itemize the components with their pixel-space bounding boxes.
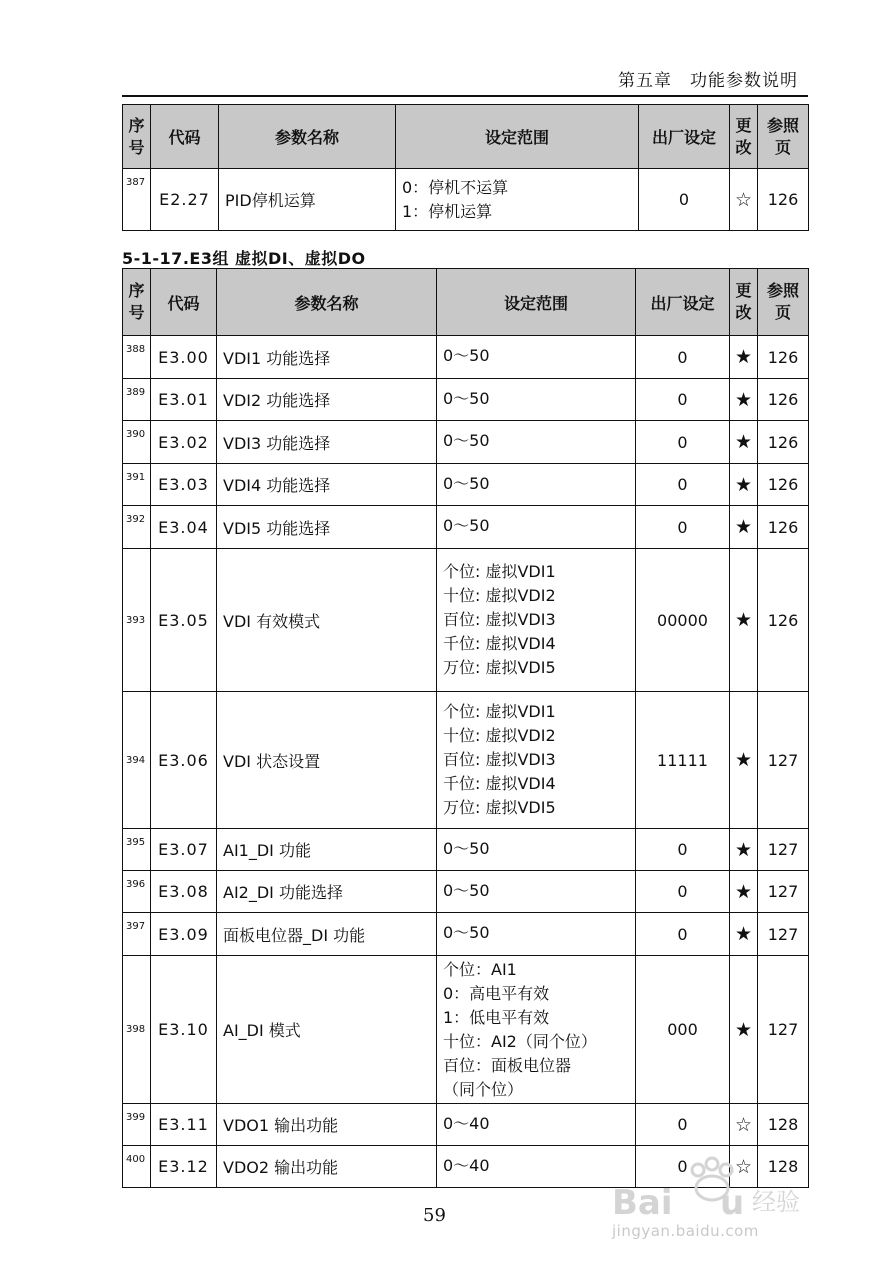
ref-page: 126 <box>758 379 809 421</box>
param-name: VDI1 功能选择 <box>217 336 437 379</box>
row-number: 397 <box>123 913 151 956</box>
row-number: 387 <box>123 169 151 231</box>
range-line: 十位: 虚拟VDI2 <box>443 726 556 745</box>
section-title: 5-1-17.E3组 虚拟DI、虚拟DO <box>122 249 366 268</box>
range-line: 百位: 虚拟VDI3 <box>443 750 556 769</box>
param-default: 0 <box>636 464 730 506</box>
range-line: 0～50 <box>443 516 490 535</box>
param-default: 0 <box>636 379 730 421</box>
table-row <box>123 549 809 692</box>
row-number: 400 <box>123 1146 151 1188</box>
table-row <box>123 464 809 506</box>
page-number: 59 <box>423 1205 446 1226</box>
col-change: 更 改 <box>730 269 758 336</box>
ref-page: 127 <box>758 956 809 1104</box>
row-number: 393 <box>123 549 151 692</box>
range-line: 0～40 <box>443 1114 490 1133</box>
param-code: E3.01 <box>151 379 217 421</box>
param-name: VDO2 输出功能 <box>217 1146 437 1188</box>
param-code: E3.07 <box>151 829 217 871</box>
param-range <box>437 379 636 421</box>
col-ref: 参照 页 <box>758 269 809 336</box>
param-range <box>437 913 636 956</box>
col-range: 设定范围 <box>396 105 639 169</box>
row-number: 394 <box>123 692 151 829</box>
col-default: 出厂设定 <box>639 105 730 169</box>
col-name: 参数名称 <box>217 269 437 336</box>
parameter-table-e2 <box>122 104 809 231</box>
change-symbol: ★ <box>730 336 758 379</box>
change-symbol: ★ <box>730 379 758 421</box>
param-name: VDI 有效模式 <box>217 549 437 692</box>
row-number: 392 <box>123 506 151 549</box>
param-range: 0：停机不运算 1：停机运算 <box>396 169 639 231</box>
table-row <box>123 421 809 464</box>
param-default: 0 <box>636 1146 730 1188</box>
param-default: 000 <box>636 956 730 1104</box>
param-default: 0 <box>636 871 730 913</box>
table-row <box>123 336 809 379</box>
param-range <box>437 829 636 871</box>
range-line: 0～50 <box>443 431 490 450</box>
range-line: （同个位） <box>443 1079 524 1099</box>
param-name: VDI 状态设置 <box>217 692 437 829</box>
param-range <box>437 871 636 913</box>
change-symbol: ★ <box>730 692 758 829</box>
change-symbol: ★ <box>730 871 758 913</box>
table-row <box>123 506 809 549</box>
chapter-header: 第五章 功能参数说明 <box>618 71 798 91</box>
table-row <box>123 829 809 871</box>
change-symbol: ★ <box>730 464 758 506</box>
ref-page: 126 <box>758 506 809 549</box>
row-number: 396 <box>123 871 151 913</box>
param-code: E3.06 <box>151 692 217 829</box>
param-range <box>437 1104 636 1146</box>
range-line: 十位：AI2（同个位） <box>443 1031 597 1051</box>
param-code: E3.00 <box>151 336 217 379</box>
param-default: 0 <box>636 421 730 464</box>
range-line: 万位: 虚拟VDI5 <box>443 658 556 677</box>
ref-page: 127 <box>758 692 809 829</box>
table-row <box>123 913 809 956</box>
param-default: 00000 <box>636 549 730 692</box>
param-name: AI_DI 模式 <box>217 956 437 1104</box>
ref-page: 126 <box>758 549 809 692</box>
table-row <box>123 871 809 913</box>
change-symbol: ☆ <box>730 1104 758 1146</box>
table-row <box>123 692 809 829</box>
param-code: E3.12 <box>151 1146 217 1188</box>
range-line: 个位：AI1 <box>443 959 517 979</box>
col-seq: 序 号 <box>123 105 151 169</box>
table-header-row <box>123 269 809 336</box>
param-default: 0 <box>636 829 730 871</box>
row-number: 391 <box>123 464 151 506</box>
table-row <box>123 379 809 421</box>
svg-text:Bai: Bai <box>612 1183 673 1223</box>
ref-page: 128 <box>758 1104 809 1146</box>
ref-page: 128 <box>758 1146 809 1188</box>
header-rule <box>122 95 808 97</box>
param-code: E3.09 <box>151 913 217 956</box>
param-name: AI2_DI 功能选择 <box>217 871 437 913</box>
col-name: 参数名称 <box>219 105 396 169</box>
param-range <box>437 549 636 692</box>
range-line: 个位: 虚拟VDI1 <box>443 562 556 581</box>
range-line: 0～50 <box>443 474 490 493</box>
range-line: 千位: 虚拟VDI4 <box>443 634 556 653</box>
col-code: 代码 <box>151 105 219 169</box>
change-symbol: ★ <box>730 506 758 549</box>
param-name: AI1_DI 功能 <box>217 829 437 871</box>
ref-page: 127 <box>758 871 809 913</box>
range-line: 0～40 <box>443 1156 490 1175</box>
range-line: 1：低电平有效 <box>443 1007 550 1027</box>
param-name: PID停机运算 <box>219 169 396 231</box>
param-code: E3.08 <box>151 871 217 913</box>
param-default: 0 <box>636 336 730 379</box>
col-change: 更 改 <box>730 105 758 169</box>
ref-page: 126 <box>758 336 809 379</box>
range-line: 0～50 <box>443 881 490 900</box>
param-name: VDI2 功能选择 <box>217 379 437 421</box>
col-ref: 参照 页 <box>758 105 809 169</box>
param-code: E3.04 <box>151 506 217 549</box>
param-range <box>437 506 636 549</box>
param-name: VDI3 功能选择 <box>217 421 437 464</box>
param-code: E3.02 <box>151 421 217 464</box>
table-row <box>123 169 809 231</box>
table-row <box>123 1104 809 1146</box>
change-symbol: ★ <box>730 421 758 464</box>
ref-page: 126 <box>758 169 809 231</box>
svg-text:u: u <box>720 1183 745 1223</box>
col-default: 出厂设定 <box>636 269 730 336</box>
parameter-table-e3 <box>122 268 809 1188</box>
svg-text:经验: 经验 <box>752 1188 800 1216</box>
change-symbol: ★ <box>730 956 758 1104</box>
range-line: 个位: 虚拟VDI1 <box>443 702 556 721</box>
range-line: 十位: 虚拟VDI2 <box>443 586 556 605</box>
param-range <box>437 956 636 1104</box>
param-name: VDI4 功能选择 <box>217 464 437 506</box>
col-range: 设定范围 <box>437 269 636 336</box>
param-range <box>437 464 636 506</box>
param-default: 0 <box>639 169 730 231</box>
ref-page: 126 <box>758 464 809 506</box>
param-range <box>437 336 636 379</box>
row-number: 388 <box>123 336 151 379</box>
range-line: 百位：面板电位器 <box>443 1055 572 1075</box>
param-range <box>437 692 636 829</box>
range-line: 0～50 <box>443 839 490 858</box>
range-line: 0～50 <box>443 346 490 365</box>
change-symbol: ★ <box>730 549 758 692</box>
param-name: VDO1 输出功能 <box>217 1104 437 1146</box>
param-range <box>437 421 636 464</box>
range-line: 0～50 <box>443 389 490 408</box>
watermark-url: jingyan.baidu.com <box>612 1222 759 1240</box>
param-default: 0 <box>636 1104 730 1146</box>
param-code: E3.03 <box>151 464 217 506</box>
change-symbol: ★ <box>730 829 758 871</box>
range-line: 0：高电平有效 <box>443 983 550 1003</box>
ref-page: 126 <box>758 421 809 464</box>
change-symbol: ☆ <box>730 169 758 231</box>
range-line: 千位: 虚拟VDI4 <box>443 774 556 793</box>
param-default: 11111 <box>636 692 730 829</box>
change-symbol: ☆ <box>730 1146 758 1188</box>
table-header-row <box>123 105 809 169</box>
ref-page: 127 <box>758 829 809 871</box>
change-symbol: ★ <box>730 913 758 956</box>
range-line: 0～50 <box>443 923 490 942</box>
row-number: 398 <box>123 956 151 1104</box>
range-line: 万位: 虚拟VDI5 <box>443 798 556 817</box>
param-name: 面板电位器_DI 功能 <box>217 913 437 956</box>
row-number: 399 <box>123 1104 151 1146</box>
param-default: 0 <box>636 506 730 549</box>
table-row <box>123 956 809 1104</box>
col-seq: 序 号 <box>123 269 151 336</box>
row-number: 389 <box>123 379 151 421</box>
param-code: E3.11 <box>151 1104 217 1146</box>
ref-page: 127 <box>758 913 809 956</box>
col-code: 代码 <box>151 269 217 336</box>
param-name: VDI5 功能选择 <box>217 506 437 549</box>
param-default: 0 <box>636 913 730 956</box>
row-number: 390 <box>123 421 151 464</box>
param-code: E2.27 <box>151 169 219 231</box>
range-line: 百位: 虚拟VDI3 <box>443 610 556 629</box>
row-number: 395 <box>123 829 151 871</box>
param-code: E3.10 <box>151 956 217 1104</box>
param-code: E3.05 <box>151 549 217 692</box>
